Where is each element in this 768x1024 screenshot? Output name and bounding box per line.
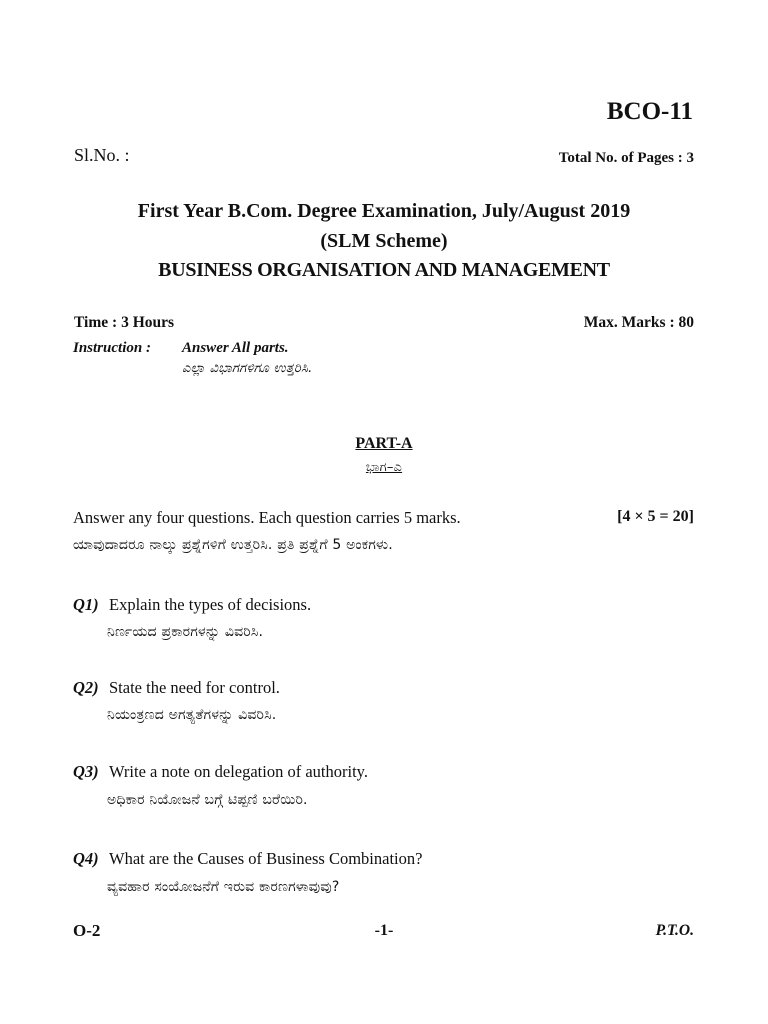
question-text: Write a note on delegation of authority.: [109, 762, 368, 781]
footer-code: O-2: [73, 921, 101, 940]
serial-number-label: Sl.No. :: [74, 145, 130, 165]
part-title: PART-A: [355, 435, 413, 452]
question-text: State the need for control.: [109, 678, 280, 697]
question-number: Q4): [73, 849, 99, 868]
instruction-text: Answer All parts.: [182, 340, 289, 356]
part-directions-kannada: ಯಾವುದಾದರೂ ನಾಲ್ಕು ಪ್ರಶ್ನೆಗಳಿಗೆ ಉತ್ತರಿಸಿ. ಪ್ರತಿ ಪ್ರಶ್ನೆಗೆ 5 ಅಂಕಗಳು.: [73, 537, 393, 553]
subject-title: BUSINESS ORGANISATION AND MANAGEMENT: [158, 259, 610, 281]
total-pages: Total No. of Pages : 3: [558, 150, 694, 166]
please-turn-over: P.T.O.: [655, 922, 694, 939]
instruction-text-kannada: ಎಲ್ಲಾ ವಿಭಾಗಗಳಿಗೂ ಉತ್ತರಿಸಿ.: [182, 361, 313, 376]
question-text-kannada: ನಿಯಂತ್ರಣದ ಅಗತ್ಯತೆಗಳನ್ನು ವಿವರಿಸಿ.: [107, 707, 277, 723]
page-number: -1-: [374, 922, 394, 939]
question-text-kannada: ವ್ಯವಹಾರ ಸಂಯೋಜನೆಗೆ ಇರುವ ಕಾರಣಗಳಾವುವು?: [107, 879, 340, 895]
max-marks: Max. Marks : 80: [583, 314, 694, 331]
question-number: Q1): [73, 595, 99, 614]
time-allowed: Time : 3 Hours: [74, 314, 175, 331]
question-text: Explain the types of decisions.: [109, 595, 312, 614]
question-number: Q2): [73, 678, 99, 697]
question-text-kannada: ನಿರ್ಣಯದ ಪ್ರಕಾರಗಳನ್ನು ವಿವರಿಸಿ.: [107, 624, 264, 640]
exam-title: First Year B.Com. Degree Examination, July/August 2019: [137, 200, 631, 222]
paper-code: BCO-11: [606, 98, 693, 125]
instruction-label: Instruction :: [73, 340, 151, 356]
part-marks: [4 × 5 = 20]: [617, 508, 694, 525]
part-title-kannada: ಭಾಗ–ಎ: [365, 460, 403, 475]
question-number: Q3): [73, 762, 99, 781]
question-text: What are the Causes of Business Combination?: [109, 849, 423, 868]
scheme-title: (SLM Scheme): [320, 230, 448, 252]
question-text-kannada: ಅಧಿಕಾರ ನಿಯೋಜನೆ ಬಗ್ಗೆ ಟಿಪ್ಪಣಿ ಬರೆಯಿರಿ.: [107, 792, 308, 808]
part-directions: Answer any four questions. Each question carries 5 marks.: [73, 508, 461, 527]
